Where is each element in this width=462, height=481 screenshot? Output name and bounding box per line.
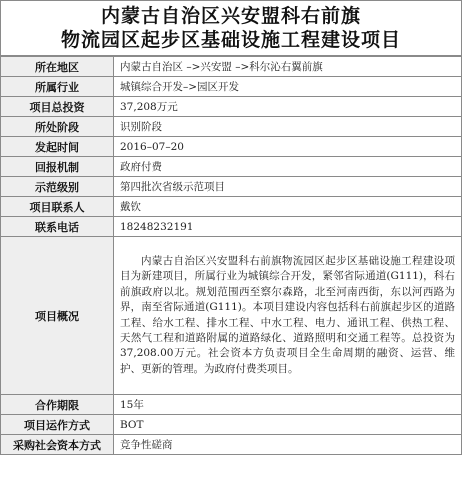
row-value-term: 15年 bbox=[114, 395, 462, 415]
table-row bbox=[1, 217, 462, 237]
row-value-contact-person: 戴钦 bbox=[114, 197, 462, 217]
row-value-start-date: 2016–07–20 bbox=[114, 137, 462, 157]
row-label-operation-mode: 项目运作方式 bbox=[1, 415, 114, 435]
table-row bbox=[1, 435, 462, 455]
table-row bbox=[1, 197, 462, 217]
row-value-demo-level: 第四批次省级示范项目 bbox=[114, 177, 462, 197]
row-value-stage: 识别阶段 bbox=[114, 117, 462, 137]
row-value-operation-mode: BOT bbox=[114, 415, 462, 435]
row-label-procurement: 采购社会资本方式 bbox=[1, 435, 114, 455]
row-label-region: 所在地区 bbox=[1, 57, 114, 77]
table-row bbox=[1, 157, 462, 177]
title-line-1: 内蒙古自治区兴安盟科右前旗 bbox=[100, 5, 361, 27]
row-value-return-mechanism: 政府付费 bbox=[114, 157, 462, 177]
table-row bbox=[1, 395, 462, 415]
row-value-industry: 城镇综合开发–>园区开发 bbox=[114, 77, 462, 97]
table-row bbox=[1, 237, 462, 395]
row-label-start-date: 发起时间 bbox=[1, 137, 114, 157]
table-row bbox=[1, 77, 462, 97]
row-value-procurement: 竞争性磋商 bbox=[114, 435, 462, 455]
row-label-demo-level: 示范级别 bbox=[1, 177, 114, 197]
row-value-region: 内蒙古自治区 –>兴安盟 –>科尔沁右翼前旗 bbox=[114, 57, 462, 77]
row-value-investment: 37,208万元 bbox=[114, 97, 462, 117]
table-row bbox=[1, 177, 462, 197]
project-info-table bbox=[0, 56, 462, 455]
table-row bbox=[1, 117, 462, 137]
row-value-overview: 内蒙古自治区兴安盟科右前旗物流园区起步区基础设施工程建设项目为新建项目，所属行业为城镇综合开发，紧邻省际通道(G111)，科右前旗政府以北。规划范围西至察尔森路，北至河南西街，东以河西路为界，南至省际通道(G111)。本项目建设内容包括科右前旗起步区的道路工程、给水工程、排水工程、中水工程、电力、通讯工程、供热工程、天然气工程和道路附属的道路绿化、道路照明和交通工程等。总投资为37,208.00万元。社会资本方负责项目全生命周期的融资、运营、维护、更新的管理。为政府付费类项目。 bbox=[114, 237, 462, 395]
row-label-stage: 所处阶段 bbox=[1, 117, 114, 137]
row-label-return-mechanism: 回报机制 bbox=[1, 157, 114, 177]
table-row bbox=[1, 415, 462, 435]
row-label-term: 合作期限 bbox=[1, 395, 114, 415]
row-label-industry: 所属行业 bbox=[1, 77, 114, 97]
row-label-investment: 项目总投资 bbox=[1, 97, 114, 117]
row-value-phone: 18248232191 bbox=[114, 217, 462, 237]
table-row bbox=[1, 57, 462, 77]
row-label-phone: 联系电话 bbox=[1, 217, 114, 237]
table-row bbox=[1, 97, 462, 117]
row-label-contact-person: 项目联系人 bbox=[1, 197, 114, 217]
page-title bbox=[0, 0, 462, 56]
row-label-overview: 项目概况 bbox=[1, 237, 114, 395]
table-row bbox=[1, 137, 462, 157]
title-line-2: 物流园区起步区基础设施工程建设项目 bbox=[60, 29, 401, 51]
